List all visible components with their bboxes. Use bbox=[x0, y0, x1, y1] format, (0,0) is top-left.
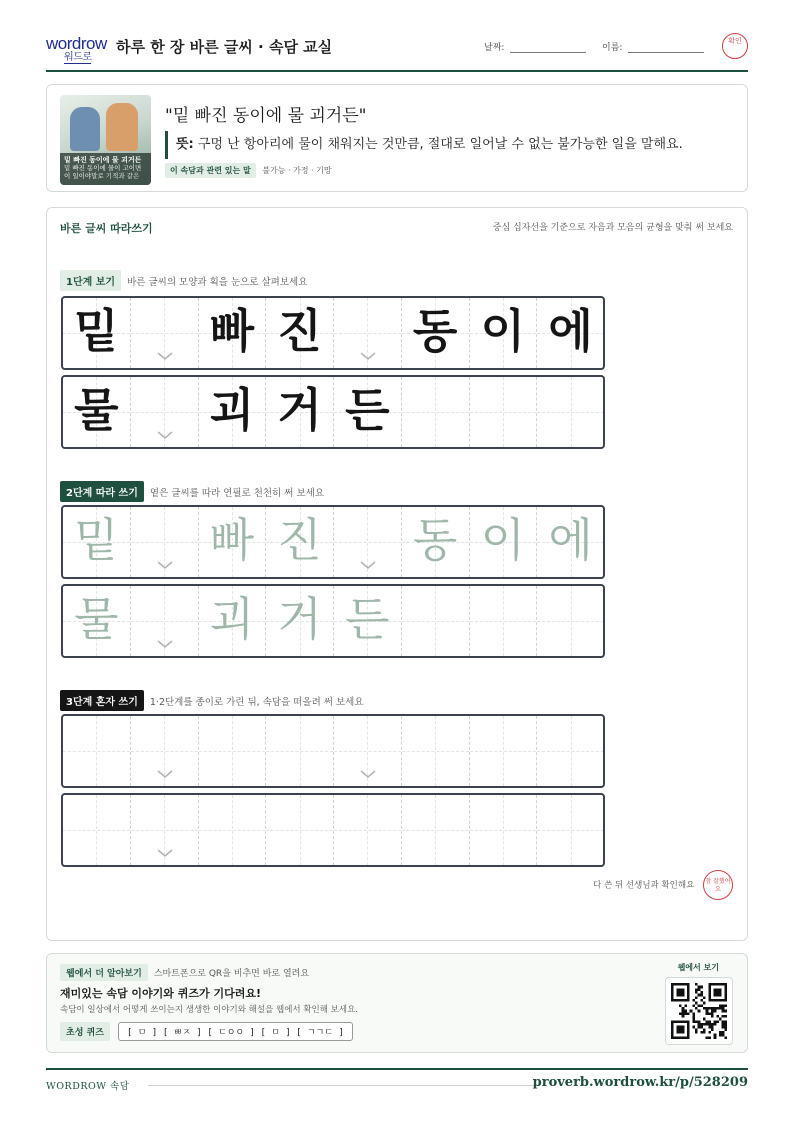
related-words bbox=[165, 163, 332, 178]
writing-cell[interactable] bbox=[537, 795, 605, 865]
writing-character: 거 bbox=[277, 592, 322, 646]
qr-label: 웹에서 보기 bbox=[677, 963, 719, 972]
space-marker-icon bbox=[360, 770, 376, 778]
name-label: 이름: bbox=[602, 43, 623, 53]
space-marker-icon bbox=[360, 561, 376, 569]
writing-character: 괴 bbox=[209, 383, 255, 437]
writing-character: 물 bbox=[74, 383, 119, 437]
space-marker-icon bbox=[157, 640, 173, 648]
writing-cell bbox=[334, 377, 402, 447]
writing-cell[interactable] bbox=[402, 507, 470, 577]
chosung-quiz bbox=[60, 1022, 353, 1041]
writing-character: 진 bbox=[277, 513, 322, 567]
space-marker-icon bbox=[157, 770, 173, 778]
stage-3-row-1[interactable] bbox=[61, 714, 605, 788]
stage-3-desc: 1·2단계를 종이로 가린 뒤, 속담을 떠올려 써 보세요 bbox=[149, 697, 364, 708]
space-marker-icon bbox=[157, 849, 173, 857]
logo-subtext: 워드로 bbox=[64, 48, 91, 64]
proverb-meaning bbox=[165, 131, 683, 159]
stage-2-row-1[interactable] bbox=[61, 505, 605, 579]
writing-cell[interactable] bbox=[199, 586, 267, 656]
page-header bbox=[46, 28, 748, 72]
writing-cell bbox=[402, 377, 470, 447]
writing-cell[interactable] bbox=[63, 586, 131, 656]
writing-character: 밑 bbox=[74, 304, 119, 358]
writing-character: 빠 bbox=[209, 513, 255, 567]
web-tag: 웹에서 더 알아보기 스마트폰으로 QR을 비추면 바로 열려요 bbox=[60, 964, 309, 981]
writing-character: 빠 bbox=[209, 304, 255, 358]
qr-code-icon[interactable] bbox=[665, 977, 733, 1045]
writing-cell[interactable] bbox=[266, 586, 334, 656]
practice-section bbox=[46, 207, 748, 941]
writing-character: 괴 bbox=[209, 592, 255, 646]
meaning-text: 구멍 난 항아리에 물이 채워지는 것만큼, 절대로 일어날 수 없는 불가능한 일을 말해요. bbox=[197, 137, 683, 152]
meaning-label: 뜻: bbox=[176, 137, 194, 152]
related-label: 이 속담과 관련 있는 말 bbox=[165, 163, 256, 178]
web-description: 속담이 일상에서 어떻게 쓰이는지 생생한 이야기와 해설을 웹에서 확인해 보세요. bbox=[60, 1005, 358, 1015]
writing-character: 든 bbox=[345, 592, 390, 646]
writing-character: 물 bbox=[74, 592, 119, 646]
writing-character: 진 bbox=[277, 304, 322, 358]
writing-cell[interactable] bbox=[199, 507, 267, 577]
writing-character: 동 bbox=[412, 304, 458, 358]
stage-1-row-2 bbox=[61, 375, 605, 449]
stage-2-desc: 옅은 글씨를 따라 연필로 천천히 써 보세요 bbox=[149, 488, 325, 499]
writing-cell[interactable] bbox=[470, 507, 538, 577]
writing-cell[interactable] bbox=[266, 507, 334, 577]
proverb-illustration bbox=[60, 95, 151, 185]
stage-2-heading bbox=[60, 481, 324, 502]
stage-3-badge: 3단계 혼자 쓰기 bbox=[60, 690, 144, 711]
writing-character: 든 bbox=[345, 383, 390, 437]
writing-cell[interactable] bbox=[199, 716, 267, 786]
stage-3-row-2[interactable] bbox=[61, 793, 605, 867]
logo-text: wordrow bbox=[46, 34, 107, 53]
writing-cell[interactable] bbox=[266, 795, 334, 865]
writing-character: 동 bbox=[412, 513, 458, 567]
web-promo-box bbox=[46, 953, 748, 1053]
stage-1-heading bbox=[60, 270, 307, 291]
writing-cell bbox=[470, 298, 538, 368]
writing-character: 거 bbox=[277, 383, 322, 437]
stage-2-badge: 2단계 따라 쓰기 bbox=[60, 481, 144, 502]
related-words-text: 불가능 · 가정 · 기망 bbox=[262, 166, 332, 175]
stage-1-row-1 bbox=[61, 296, 605, 370]
illustration-caption: 밑 빠진 동이에 물 괴거든 밑 빠진 동이에 물이 고이면 이 일이야말로 기적과 같은 bbox=[60, 153, 151, 185]
stage-2-row-2[interactable] bbox=[61, 584, 605, 658]
writing-cell bbox=[63, 377, 131, 447]
page-footer bbox=[46, 1068, 748, 1098]
footer-url[interactable]: proverb.wordrow.kr/p/528209 bbox=[532, 1075, 748, 1090]
practice-hint: 중심 십자선을 기준으로 자음과 모음의 균형을 맞춰 써 보세요 bbox=[492, 223, 733, 233]
space-marker-icon bbox=[360, 352, 376, 360]
date-field[interactable] bbox=[484, 40, 586, 53]
writing-cell bbox=[402, 298, 470, 368]
stage-1-desc: 바른 글씨의 모양과 획을 눈으로 살펴보세요 bbox=[127, 277, 308, 288]
writing-cell bbox=[470, 377, 538, 447]
check-text: 다 쓴 뒤 선생님과 확인해요 bbox=[593, 880, 695, 891]
writing-cell[interactable] bbox=[266, 716, 334, 786]
writing-cell bbox=[266, 377, 334, 447]
writing-cell[interactable] bbox=[63, 795, 131, 865]
stage-1-badge: 1단계 보기 bbox=[60, 270, 121, 291]
writing-cell[interactable] bbox=[537, 716, 605, 786]
date-label: 날짜: bbox=[484, 43, 505, 53]
writing-cell[interactable] bbox=[63, 716, 131, 786]
writing-cell[interactable] bbox=[537, 507, 605, 577]
writing-cell[interactable] bbox=[199, 795, 267, 865]
practice-title: 바른 글씨 따라쓰기 bbox=[60, 222, 153, 235]
name-field[interactable] bbox=[602, 40, 704, 53]
web-headline: 재미있는 속담 이야기와 퀴즈가 기다려요! bbox=[60, 987, 261, 1000]
footer-brand: WORDROW 속담 bbox=[46, 1081, 130, 1092]
writing-cell bbox=[537, 298, 605, 368]
writing-character: 이 bbox=[480, 513, 526, 567]
page-title: 하루 한 장 바른 글씨 · 속담 교실 bbox=[116, 38, 333, 56]
space-marker-icon bbox=[157, 431, 173, 439]
writing-character: 밑 bbox=[74, 513, 119, 567]
stage-3-heading bbox=[60, 690, 364, 711]
proverb-card bbox=[46, 84, 748, 192]
space-marker-icon bbox=[157, 352, 173, 360]
writing-cell bbox=[199, 377, 267, 447]
writing-cell[interactable] bbox=[470, 795, 538, 865]
check-stamp-icon: 확인 bbox=[722, 33, 748, 59]
writing-cell[interactable] bbox=[470, 586, 538, 656]
quiz-label: 초성 퀴즈 bbox=[60, 1022, 110, 1041]
writing-character: 이 bbox=[480, 304, 526, 358]
writing-cell bbox=[199, 298, 267, 368]
teacher-check bbox=[593, 870, 733, 900]
writing-cell[interactable] bbox=[63, 507, 131, 577]
writing-cell[interactable] bbox=[334, 795, 402, 865]
writing-cell[interactable] bbox=[537, 586, 605, 656]
writing-cell[interactable] bbox=[402, 716, 470, 786]
writing-character: 에 bbox=[548, 513, 593, 567]
wordrow-logo bbox=[46, 34, 107, 63]
writing-cell bbox=[537, 377, 605, 447]
proverb-title: "밑 빠진 동이에 물 괴거든" bbox=[165, 106, 367, 126]
writing-cell[interactable] bbox=[470, 716, 538, 786]
approval-seal-icon: 참 잘했어요 bbox=[703, 870, 733, 900]
quiz-text: [ ㅁ ] [ ㅃㅈ ] [ ㄷㅇㅇ ] [ ㅁ ] [ ㄱㄱㄷ ] bbox=[118, 1022, 353, 1041]
space-marker-icon bbox=[157, 561, 173, 569]
writing-cell[interactable] bbox=[402, 795, 470, 865]
writing-cell bbox=[63, 298, 131, 368]
writing-character: 에 bbox=[548, 304, 593, 358]
writing-cell[interactable] bbox=[402, 586, 470, 656]
writing-cell[interactable] bbox=[334, 586, 402, 656]
writing-cell bbox=[266, 298, 334, 368]
